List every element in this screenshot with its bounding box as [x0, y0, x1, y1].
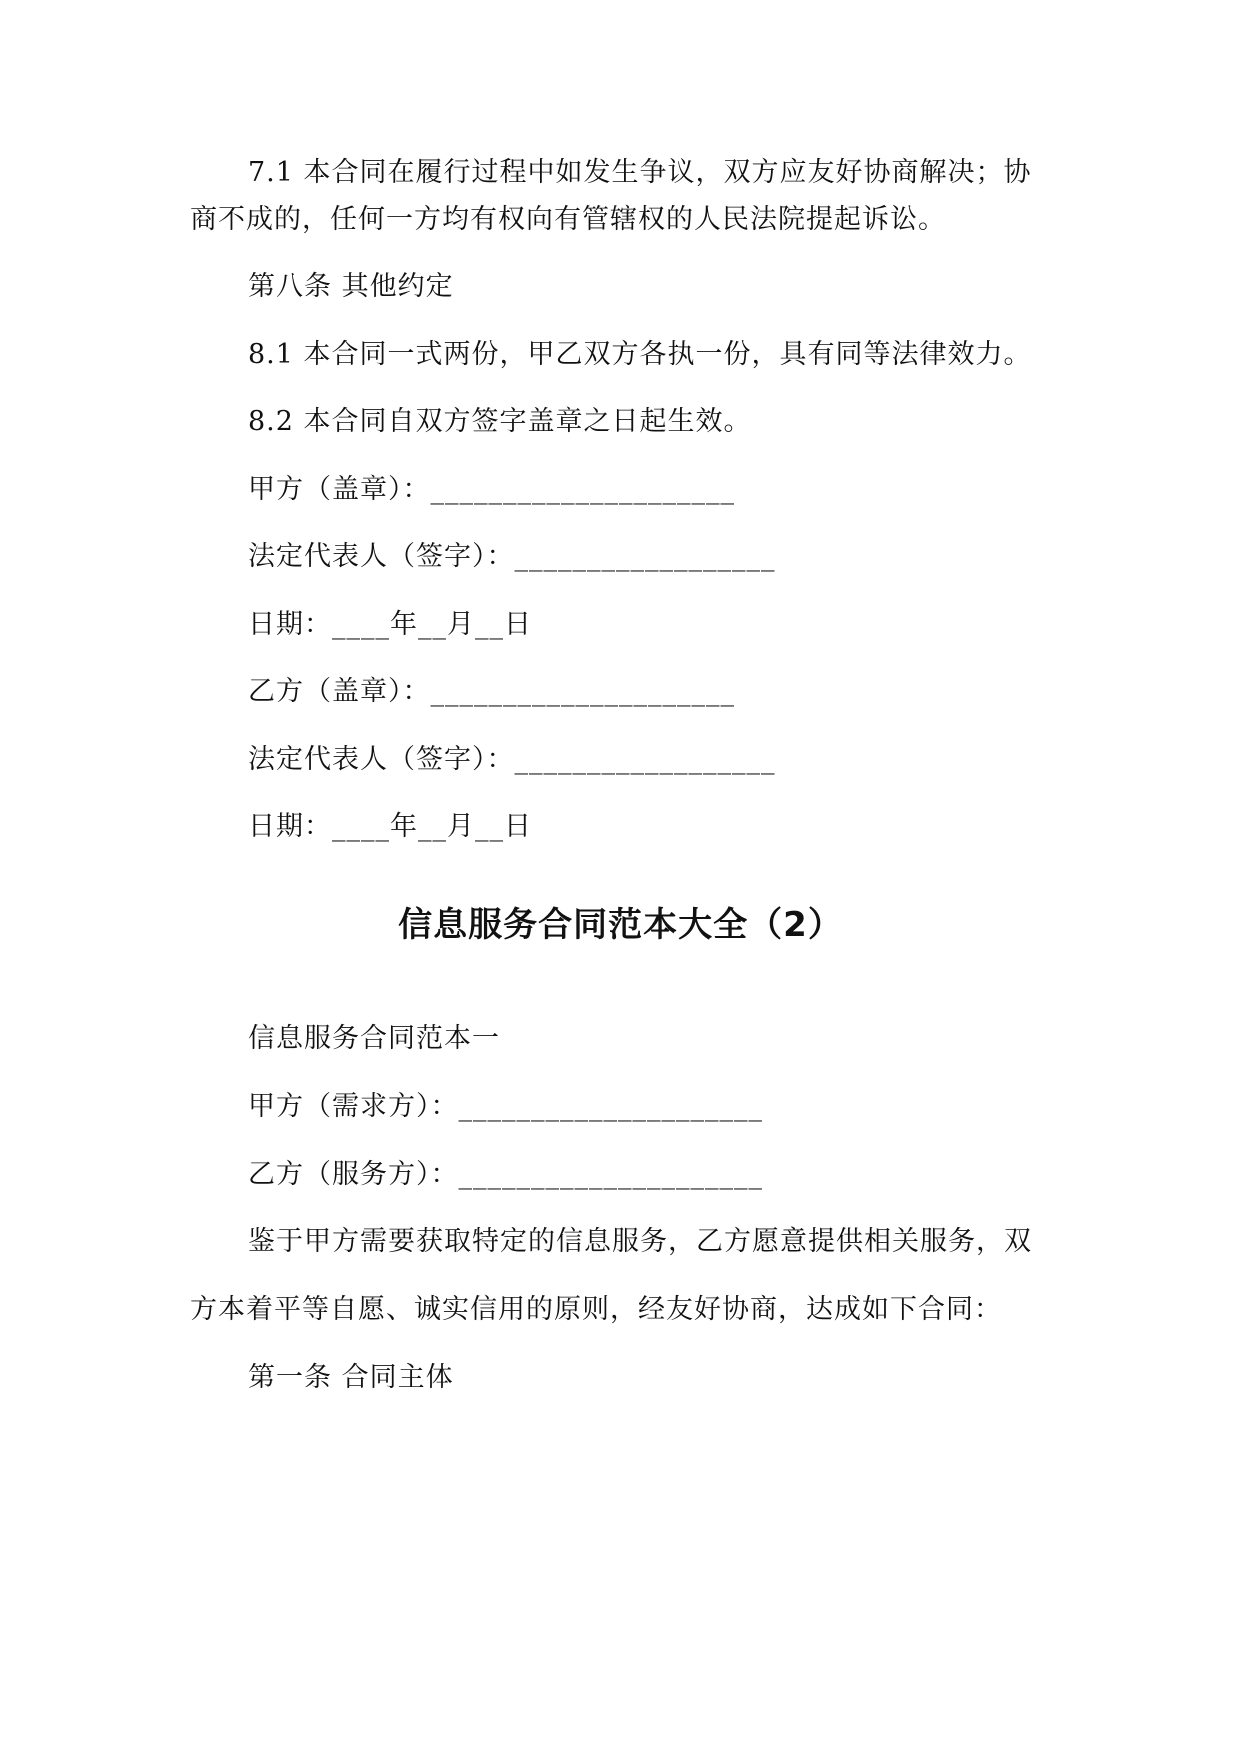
clause-7-1-line-1: 7.1 本合同在履行过程中如发生争议，双方应友好协商解决；协: [248, 157, 1032, 188]
party-b-service-line: 乙方（服务方）：_____________________: [248, 1159, 763, 1190]
party-a-seal-line: 甲方（盖章）：_____________________: [248, 474, 735, 505]
clause-8-2: 8.2 本合同自双方签字盖章之日起生效。: [248, 406, 752, 437]
preamble-line-2: 方本着平等自愿、诚实信用的原则，经友好协商，达成如下合同：: [190, 1294, 1002, 1325]
party-b-date-line: 日期：____年__月__日: [248, 811, 532, 842]
section-title: 信息服务合同范本大全（2）: [398, 905, 843, 945]
party-a-date-line: 日期：____年__月__日: [248, 609, 532, 640]
party-b-seal-line: 乙方（盖章）：_____________________: [248, 676, 735, 707]
preamble-line-1: 鉴于甲方需要获取特定的信息服务，乙方愿意提供相关服务，双: [248, 1226, 1032, 1257]
party-a-representative-line: 法定代表人（签字）：__________________: [248, 541, 776, 572]
party-a-demand-line: 甲方（需求方）：_____________________: [248, 1091, 763, 1122]
article-8-heading: 第八条 其他约定: [248, 271, 454, 302]
party-b-representative-line: 法定代表人（签字）：__________________: [248, 744, 776, 775]
article-1-heading: 第一条 合同主体: [248, 1362, 454, 1393]
clause-7-1-line-2: 商不成的，任何一方均有权向有管辖权的人民法院提起诉讼。: [190, 204, 946, 235]
clause-8-1: 8.1 本合同一式两份，甲乙双方各执一份，具有同等法律效力。: [248, 339, 1032, 370]
template-one-heading: 信息服务合同范本一: [248, 1023, 500, 1054]
